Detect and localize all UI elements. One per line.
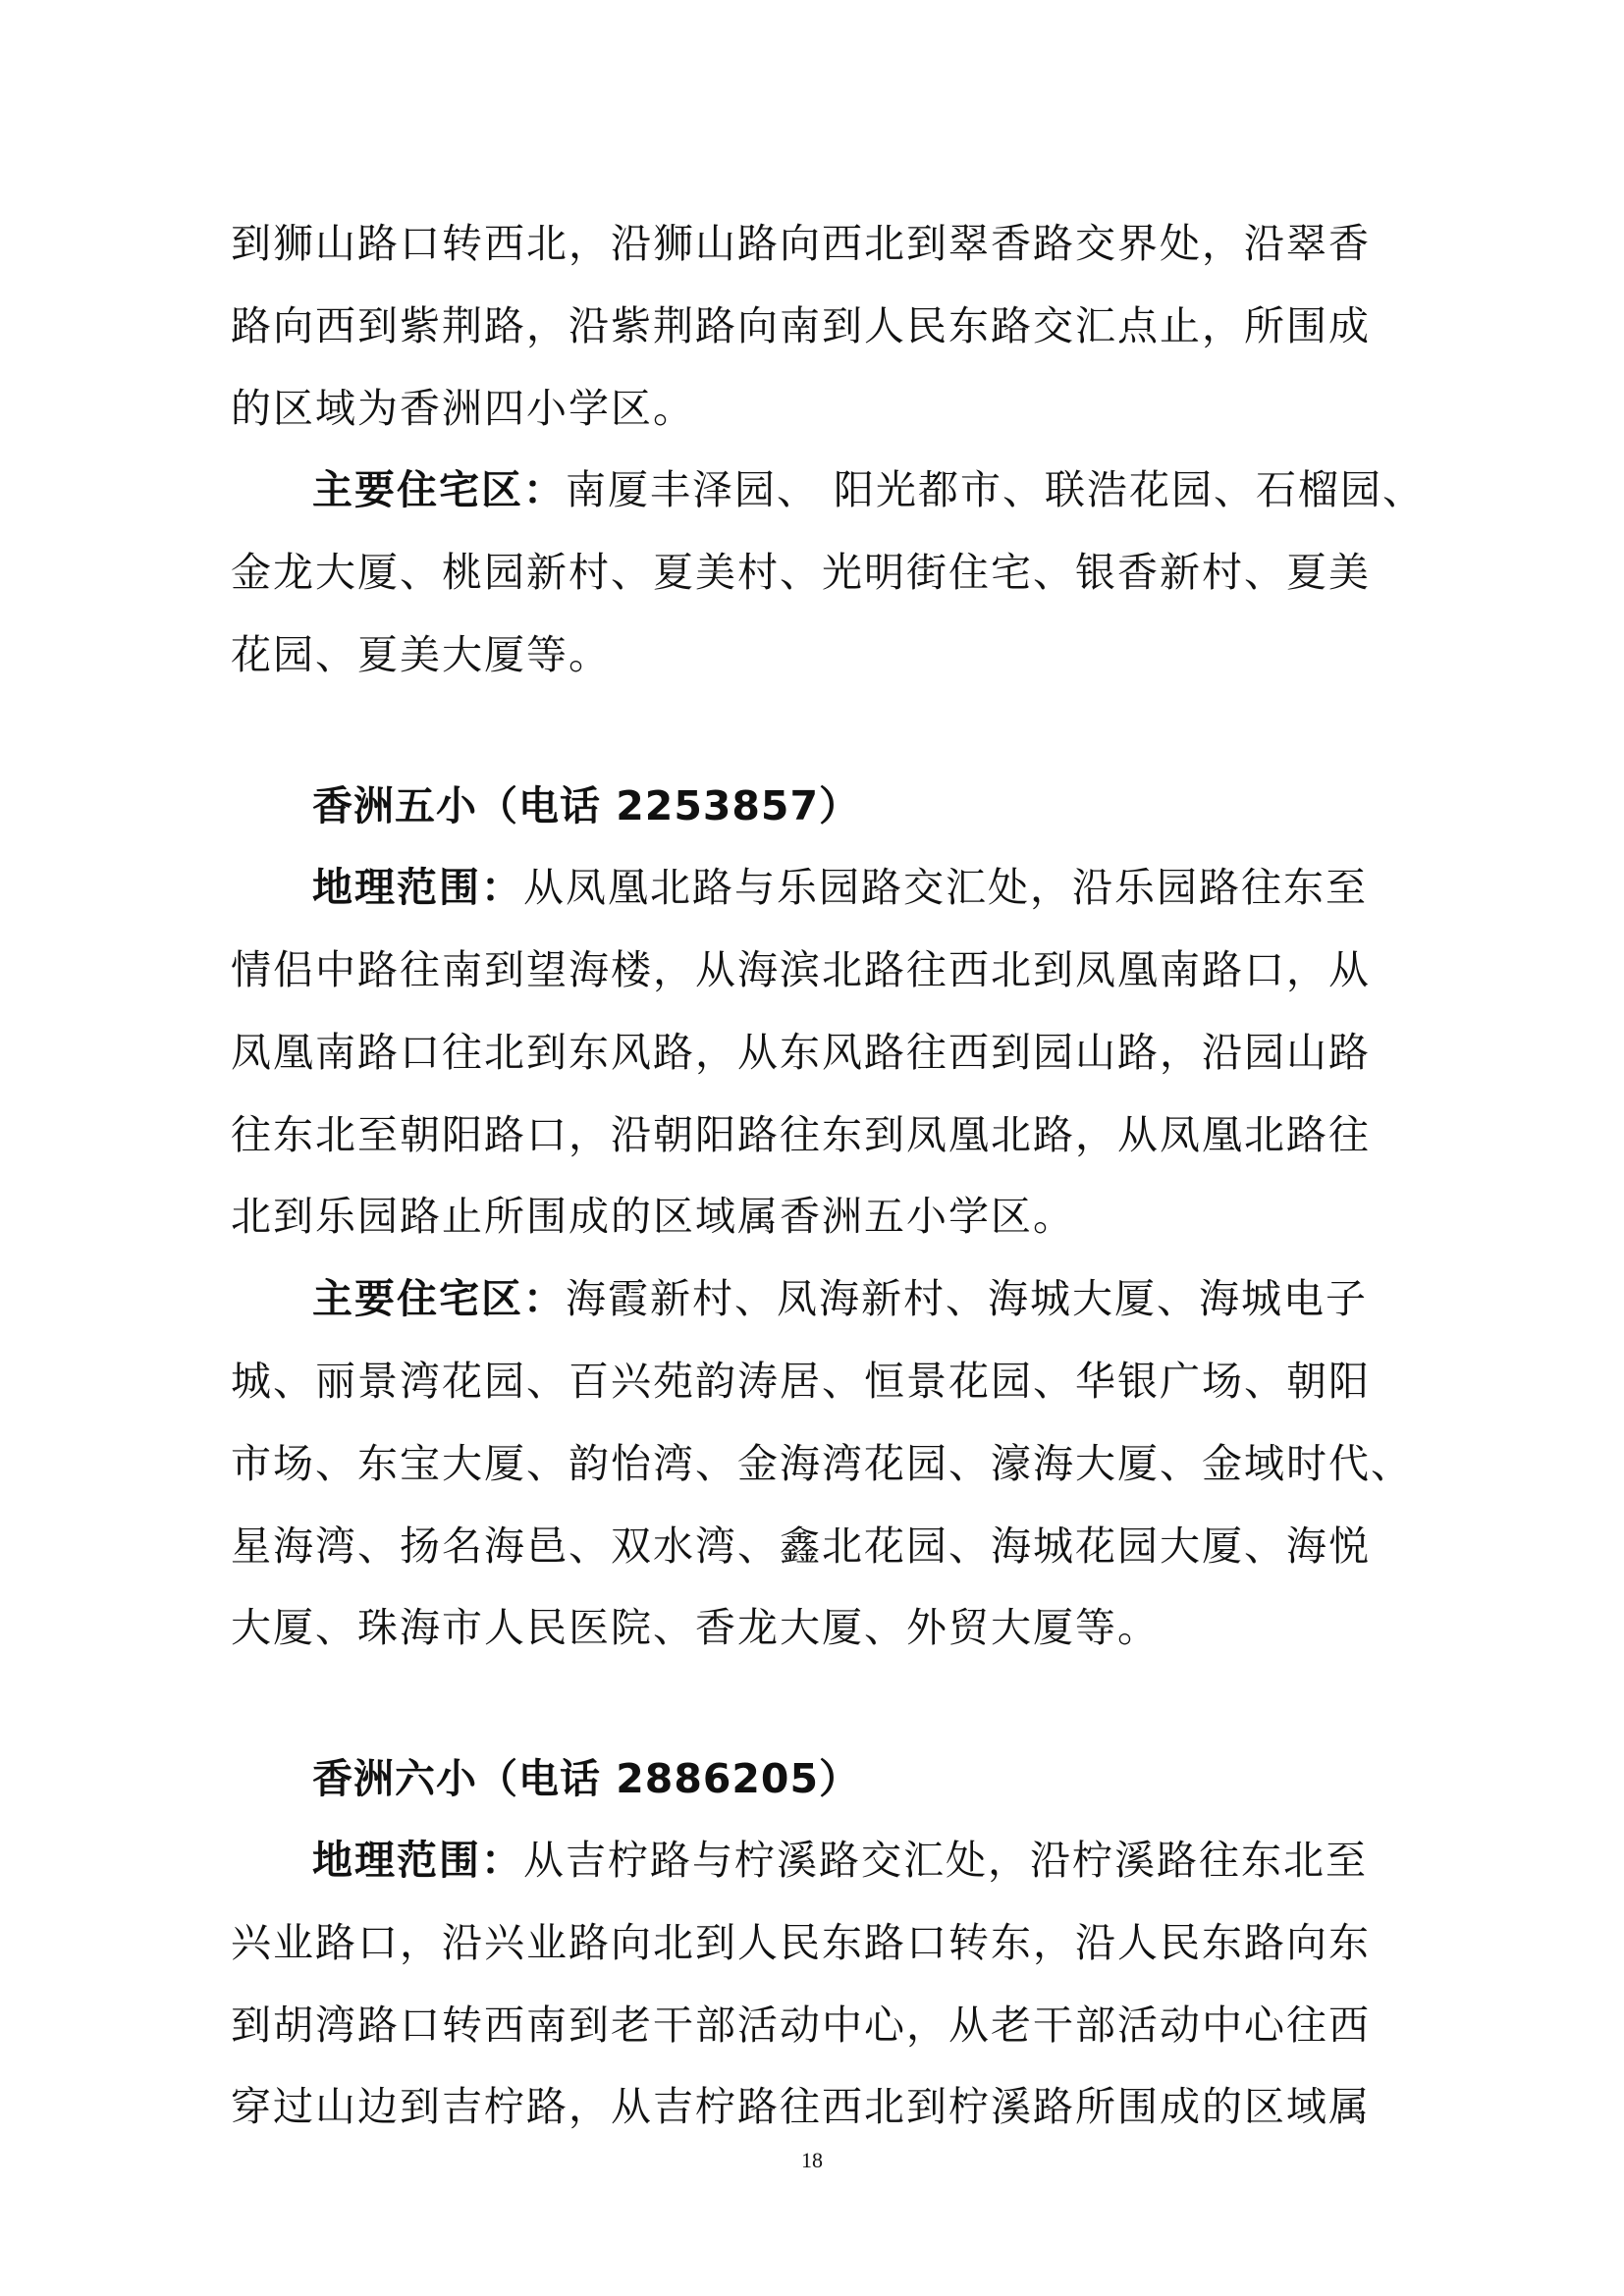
section6-geo-line-3: 到胡湾路口转西南到老干部活动中心，从老干部活动中心往西 [231,2002,1371,2049]
section4-boundary-line-2: 路向西到紫荆路，沿紫荆路向南到人民东路交汇点止，所围成 [231,302,1371,349]
section5-residential-label: 主要住宅区： [312,1275,566,1322]
section5-residential-line-5: 大厦、珠海市人民医院、香龙大厦、外贸大厦等。 [231,1604,1160,1651]
section4-boundary-line-3: 的区域为香洲四小学区。 [231,385,695,432]
section4-residential-first-line: 南厦丰泽园、 阳光都市、联浩花园、石榴园、 [566,466,1426,513]
section5-title: 香洲五小（电话 2253857） [312,782,860,829]
section5-geo-line-2: 情侣中路往南到望海楼，从海滨北路往西北到凤凰南路口，从 [231,946,1371,993]
section5-geo-first-line: 从凤凰北路与乐园路交汇处，沿乐园路往东至 [523,864,1368,911]
section5-geo-paragraph [312,858,1414,917]
section6-geo-paragraph [312,1831,1414,1890]
section6-geo-line-4: 穿过山边到吉柠路，从吉柠路往西北到柠溪路所围成的区域属 [231,2083,1371,2130]
section5-residential-paragraph [312,1269,1414,1328]
section6-title: 香洲六小（电话 2886205） [312,1755,860,1802]
section5-geo-line-5: 北到乐园路止所围成的区域属香洲五小学区。 [231,1193,1075,1240]
section4-residential-paragraph [312,460,1426,519]
section5-residential-first-line: 海霞新村、凤海新村、海城大厦、海城电子 [566,1275,1368,1322]
section5-geo-line-4: 往东北至朝阳路口，沿朝阳路往东到凤凰北路，从凤凰北路往 [231,1111,1371,1158]
section4-residential-line-3: 花园、夏美大厦等。 [231,631,611,678]
section6-geo-first-line: 从吉柠路与柠溪路交汇处，沿柠溪路往东北至 [523,1837,1368,1884]
section4-residential-line-2: 金龙大厦、桃园新村、夏美村、光明街住宅、银香新村、夏美 [231,549,1371,596]
section5-geo-line-3: 凤凰南路口往北到东风路，从东风路往西到园山路，沿园山路 [231,1029,1371,1076]
section4-boundary-line-1: 到狮山路口转西北，沿狮山路向西北到翠香路交界处，沿翠香 [231,220,1371,267]
section5-residential-line-2: 城、丽景湾花园、百兴苑韵涛居、恒景花园、华银广场、朝阳 [231,1358,1371,1405]
section5-residential-line-3: 市场、东宝大厦、韵怡湾、金海湾花园、濠海大厦、金域时代、 [231,1440,1413,1487]
section6-geo-label: 地理范围： [312,1837,523,1884]
section5-geo-label: 地理范围： [312,864,523,911]
section4-residential-label: 主要住宅区： [312,466,566,513]
section6-geo-line-2: 兴业路口，沿兴业路向北到人民东路口转东，沿人民东路向东 [231,1919,1371,1966]
section5-residential-line-4: 星海湾、扬名海邑、双水湾、鑫北花园、海城花园大厦、海悦 [231,1522,1371,1570]
page-number: 18 [801,2148,823,2172]
